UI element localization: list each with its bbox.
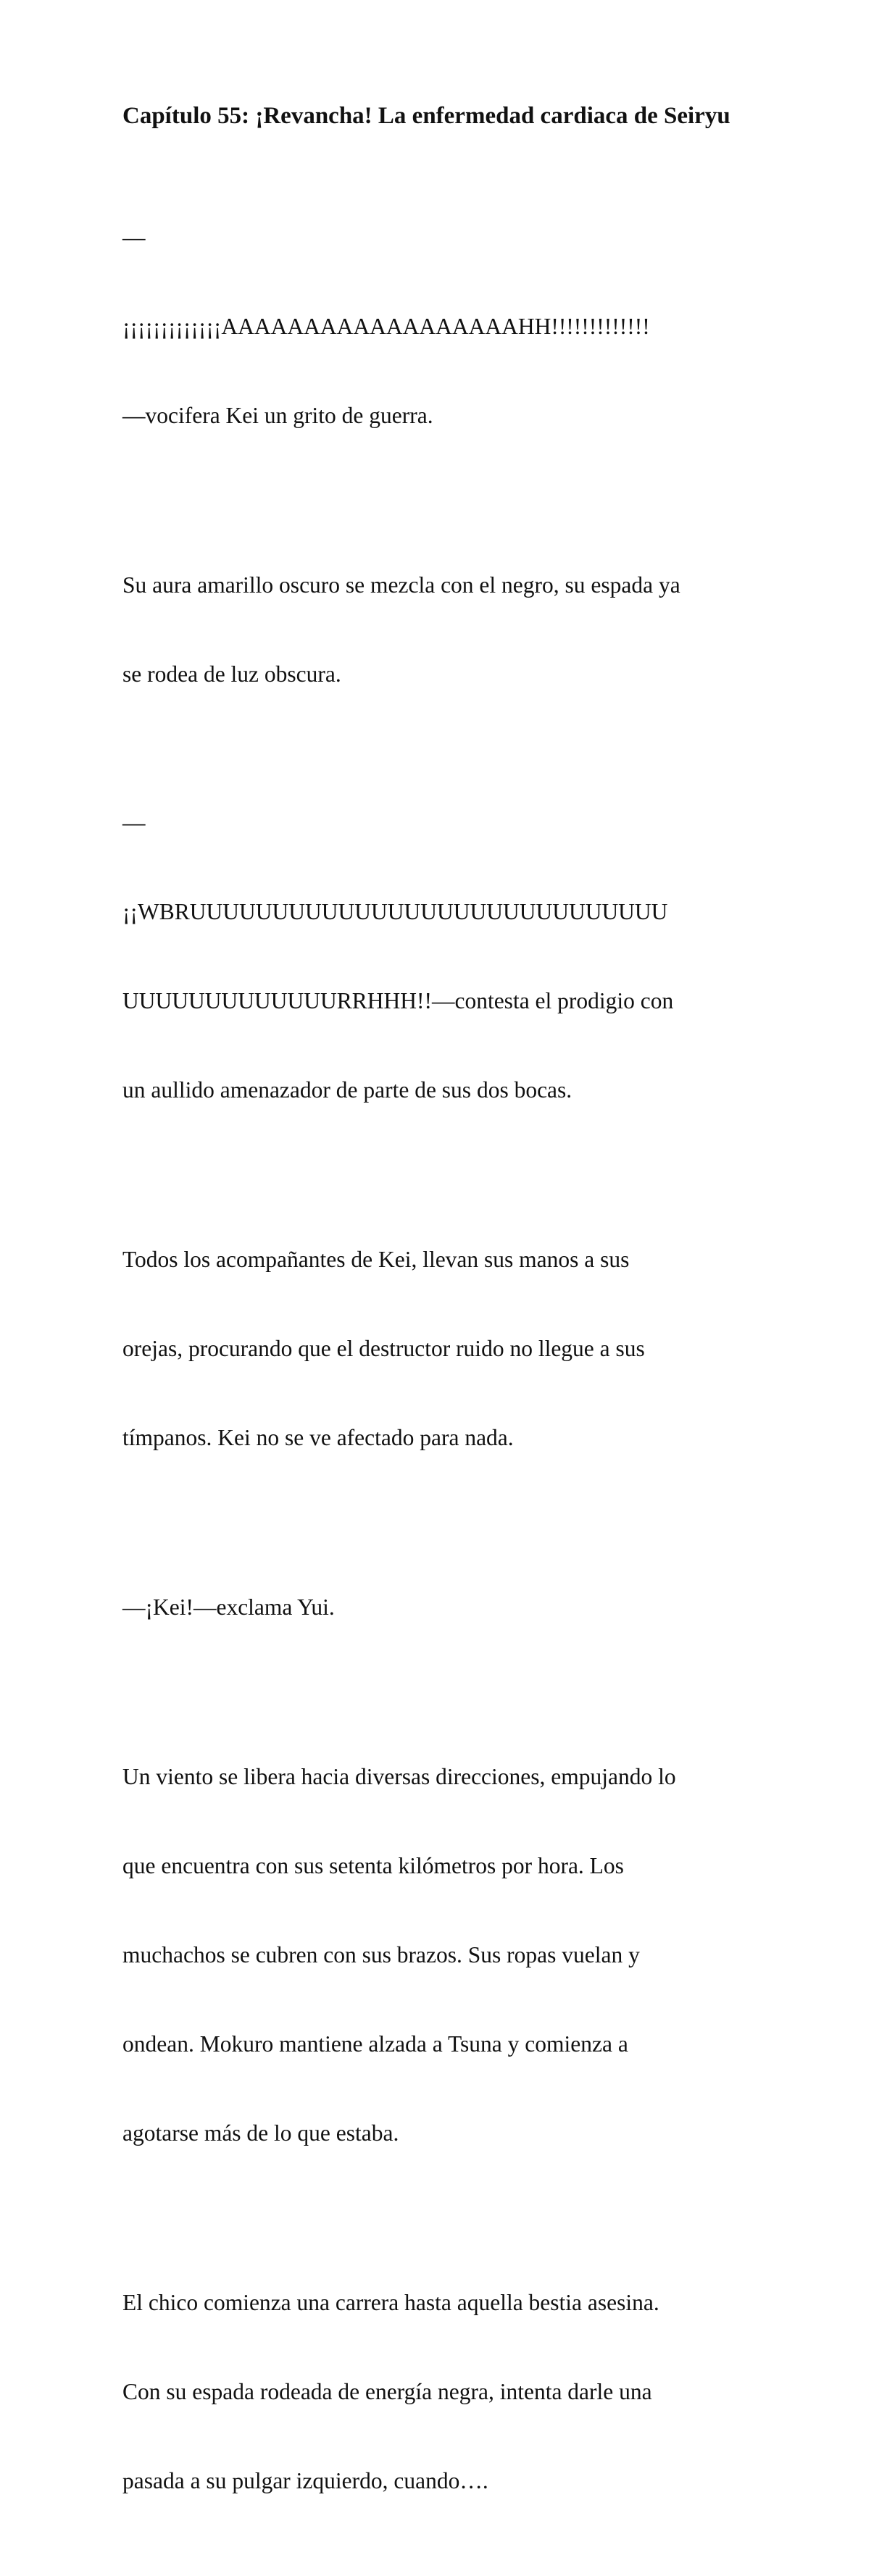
text-line: ondean. Mokuro mantiene alzada a Tsuna y comienza a	[122, 2031, 628, 2057]
paragraph-war-cry	[122, 163, 760, 490]
paragraph-aura	[122, 511, 760, 748]
text-line: —	[122, 225, 146, 250]
text-line: que encuentra con sus setenta kilómetros por hora. Los	[122, 1853, 624, 1878]
text-line: Su aura amarillo oscuro se mezcla con el negro, su espada ya	[122, 572, 680, 598]
paragraph-companions	[122, 1185, 760, 1512]
text-line: Un viento se libera hacia diversas direcciones, empujando lo	[122, 1764, 676, 1789]
text-line: ¡¡¡¡¡¡¡¡¡¡¡¡¡AAAAAAAAAAAAAAAAAAHH!!!!!!!!!!!!!	[122, 314, 650, 339]
chapter-title: Capítulo 55: ¡Revancha! La enfermedad cardiaca de Seiryu	[122, 103, 730, 129]
paragraph-howl	[122, 748, 760, 1164]
text-line: un aullido amenazador de parte de sus dos bocas.	[122, 1077, 572, 1103]
paragraph-wind	[122, 1702, 760, 2207]
text-line: —vocifera Kei un grito de guerra.	[122, 403, 433, 428]
text-line: Todos los acompañantes de Kei, llevan sus manos a sus	[122, 1247, 630, 1272]
text-line: ¡¡WBRUUUUUUUUUUUUUUUUUUUUUUUUUUUUU	[122, 899, 668, 924]
text-line: orejas, procurando que el destructor ruido no llegue a sus	[122, 1336, 645, 1361]
text-line: pasada a su pulgar izquierdo, cuando….	[122, 2468, 488, 2493]
text-line: El chico comienza una carrera hasta aquella bestia asesina.	[122, 2290, 659, 2315]
text-line: —¡Kei!—exclama Yui.	[122, 1594, 335, 1620]
paragraph-yui	[122, 1533, 760, 1681]
text-line: tímpanos. Kei no se ve afectado para nada.	[122, 1425, 514, 1450]
document-page	[122, 101, 760, 2576]
text-line: se rodea de luz obscura.	[122, 661, 341, 687]
text-line: Con su espada rodeada de energía negra, intenta darle una	[122, 2379, 652, 2404]
text-line: agotarse más de lo que estaba.	[122, 2120, 399, 2146]
text-line: UUUUUUUUUUUUURRHHH!!—contesta el prodigio con	[122, 988, 674, 1013]
text-line: —	[122, 810, 146, 835]
text-line: muchachos se cubren con sus brazos. Sus ropas vuelan y	[122, 1942, 640, 1967]
paragraph-charge	[122, 2228, 760, 2555]
